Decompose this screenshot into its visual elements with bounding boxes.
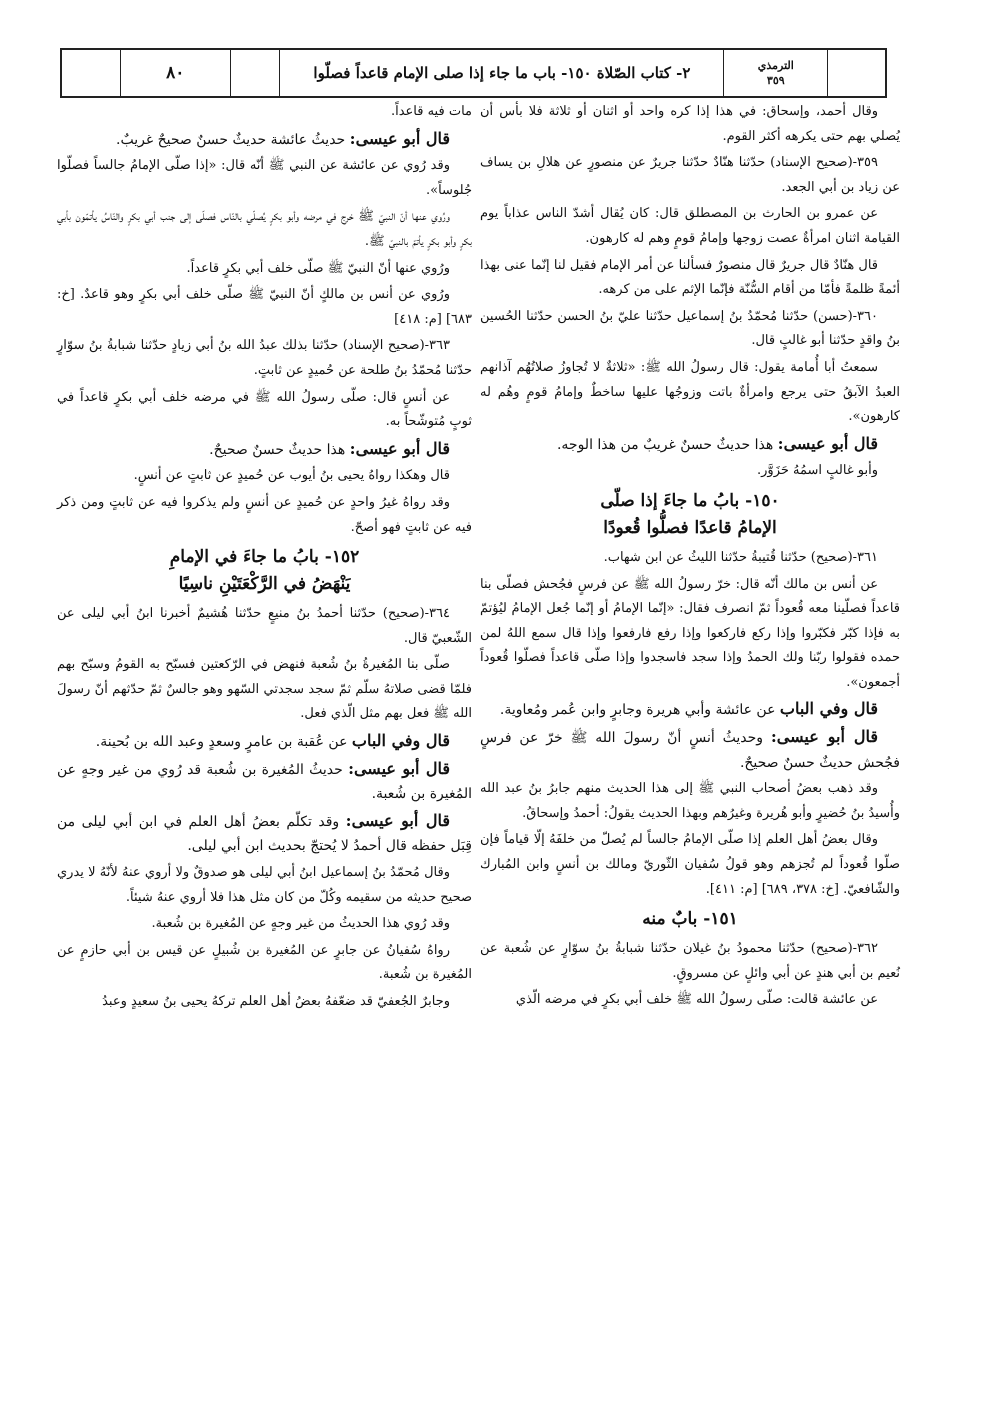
commentary-lead: قال أبو عيسى: (348, 758, 450, 778)
commentary-lead: قال وفي الباب (351, 731, 450, 751)
text-paragraph: سمعتُ أبا أُمامة يقول: قال رسولُ الله ﷺ: «ثلاثةٌ لا تُجاوزُ صلاتُهُم آذانهم العبدُ الآبقُ حتى يرجع وامرأةٌ باتت وزوجُها عليها ساخطٌ وإمامُ قومٍ وهُم له كارهون». (480, 359, 900, 425)
commentary-text: وحديثُ أنسٍ أنّ رسولَ الله ﷺ خرّ عن فرسٍ فجُحش حديثٌ حسنٌ صحيحٌ. (480, 730, 900, 771)
chapter-heading-line: يَنْهَضُ في الرَّكْعَتَيْنِ ناسِيًا (178, 574, 351, 595)
commentary-text: عن عُقبة بن عامرٍ وسعدٍ وعبد الله بن بُحينة. (95, 734, 352, 751)
chapter-heading-line: الإمامُ قاعدًا فصلُّوا قُعودًا (603, 517, 777, 538)
header-book-reference (723, 50, 827, 96)
text-paragraph: عن أنس بن مالك أنّه قال: خرّ رسولُ الله ﷺ عن فرسٍ فجُحش فصلّى بنا قاعداً فصلّينا معه قُعوداً ثمّ انصرف فقال: «إنّما الإمامُ أو إنّما جُعل الإمامُ ليُؤتمّ به فإذا كبّر فكبّروا وإذا ركع فاركعوا وإذا رفع فارفعوا وإذا قال سمع اللهُ لمن حمده فقولوا ربّنا ولك الحمدُ وإذا سجد فاسجدوا وإذا صلّى قاعداً فصلّوا قُعوداً أجمعون». (480, 576, 900, 690)
commentary-paragraph (57, 437, 472, 463)
text-paragraph: ٣٦١-(صحيح) حدّثنا قُتيبةُ حدّثنا الليثُ عن ابن شهاب. (603, 549, 878, 565)
commentary-text: حديثُ المُغيرة بن شُعبة قد رُوي من غير وجهٍ عن المُغيرة بن شُعبة. (57, 761, 472, 803)
commentary-text: هذا حديثٌ حسنٌ غريبٌ من هذا الوجه. (556, 436, 778, 453)
left-column (57, 100, 472, 1375)
commentary-paragraph (57, 729, 472, 755)
text-paragraph: عن أنسٍ قال: صلّى رسولُ الله ﷺ في مرضه خلف أبي بكرٍ قاعداً في ثوبٍ مُتوشّحاً به. (57, 389, 472, 430)
commentary-lead: قال أبو عيسى: (770, 727, 879, 747)
commentary-lead: قال أبو عيسى: (777, 433, 878, 453)
text-paragraph: وقال بعضُ أهل العلم إذا صلّى الإمامُ جالساً لم يُصلّ من خلفَهُ إلّا قياماً فإن صلّوا قُعوداً لم تُجزهم وهو قولُ سُفيان الثّوريّ ومالك بن أنسٍ وابن المُبارك والشّافعيّ. [خ: ٣٧٨، ٦٨٩] [م: ٤١١]. (480, 832, 900, 897)
text-paragraph: وجابرٌ الجُعفيّ قد ضعّفهُ بعضُ أهل العلم تركهُ يحيى بنُ سعيدٍ وعبدُ (102, 994, 450, 1009)
text-paragraph: ٣٦٤-(صحيح) حدّثنا أحمدُ بنُ منيعٍ حدّثنا هُشيمٌ أخبرنا ابنُ أبي ليلى عن الشّعبيّ قال. (57, 606, 472, 646)
book-ref-label: الترمذي (757, 59, 794, 72)
text-paragraph: وقال مُحمّدُ بنُ إسماعيل ابنُ أبي ليلى هو صدوقٌ ولا أروي عنهُ لأنّهُ لا يدري صحيح حديثه من سقيمه وكُلّ من كان مثل هذا فلا أروي عنهُ شيئاً. (57, 865, 472, 905)
commentary-paragraph (57, 757, 472, 807)
text-paragraph: ٣٥٩-(صحيح الإسناد) حدّثنا هنّادٌ حدّثنا جريرٌ عن منصورٍ عن هلالِ بن يساف عن زياد بن أبي الجعد. (480, 155, 900, 195)
commentary-paragraph (57, 809, 472, 859)
text-paragraph: ورُوي عنها أنّ النبيّ ﷺ صلّى خلف أبي بكرٍ قاعداً. (186, 260, 450, 276)
commentary-text: وقد تكلّم بعضُ أهل العلم في ابن أبي ليلى من قِبَل حفظه قال أحمدُ لا يُحتجّ بحديث ابن أبي ليلى. (57, 813, 472, 855)
text-paragraph: ورُوي عن أنس بن مالكٍ أنّ النبيّ ﷺ صلّى خلف أبي بكرٍ وهو قاعدٌ. [خ: ٦٨٣] [م: ٤١٨] (57, 287, 472, 327)
commentary-text: عن عائشة وأبي هريرة وجابرٍ وابن عُمر ومُعاوية. (499, 702, 780, 719)
commentary-lead: قال أبو عيسى: (345, 810, 451, 830)
text-paragraph: عن عمرو بن الحارث بن المصطلق قال: كان يُقال أشدّ الناس عذاباً يوم القيامة اثنان امرأةٌ عصت زوجها وإمامُ قومٍ وهم له كارهون. (480, 206, 900, 246)
commentary-lead: قال وفي الباب (779, 699, 878, 719)
text-paragraph: وقد رُوي عن عائشة عن النبي ﷺ أنّه قال: «إذا صلّى الإمامُ جالساً فصلّوا جُلوساً». (57, 158, 472, 198)
text-paragraph: عن عائشة قالت: صلّى رسولُ الله ﷺ خلف أبي بكرٍ في مرضه الّذي (515, 992, 878, 1008)
text-paragraph: قال وهكذا رواهُ يحيى بنُ أيوب عن حُميدٍ عن ثابتٍ عن أنسٍ. (133, 468, 450, 484)
header-corner-left (62, 50, 120, 96)
text-paragraph: صلّى بنا المُغيرةُ بنُ شُعبة فنهض في الرّكعتين فسبّح به القومُ وسبّح بهم فلمّا قضى صلاتهُ سلّم ثمّ سجد سجدتي السّهو وهو جالسٌ ثمّ حدّثهم أنّ رسولَ الله ﷺ فعل بهم مثل الّذي فعل. (57, 657, 472, 722)
right-column (480, 100, 900, 1375)
page-number: ٨٠ (120, 50, 230, 96)
commentary-lead: قال أبو عيسى: (349, 128, 450, 148)
header-blank-cell (230, 50, 280, 96)
text-paragraph: وقال أحمد، وإسحاق: في هذا إذا كره واحد أو اثنان أو ثلاثة فلا بأس أن يُصلي بهم حتى يكرهه أكثر القوم. (480, 104, 900, 144)
text-paragraph: وقد ذهب بعضُ أصحاب النبي ﷺ إلى هذا الحديث منهم جابرُ بنُ عبد الله وأُسيدُ بنُ حُضيرٍ وأبو هُريرة وغيرُهم وبهذا الحديث يقولُ: أحمدُ وإسحاقُ. (480, 781, 900, 821)
header-title: ٢- كتاب الصّلاة ١٥٠- باب ما جاء إذا صلى الإمام قاعداً فصلّوا (279, 50, 723, 96)
page-header (60, 48, 887, 98)
header-corner-right (827, 50, 885, 96)
commentary-lead: قال أبو عيسى: (349, 438, 450, 458)
text-paragraph: مات فيه قاعداً. (390, 104, 472, 119)
commentary-paragraph (480, 432, 900, 458)
chapter-heading-line: ١٥١- بابٌ منه (642, 909, 738, 930)
chapter-heading-line: ١٥٢- بابُ ما جاءَ في الإمامِ (169, 547, 360, 568)
commentary-paragraph (480, 725, 900, 775)
text-paragraph: ٣٦٣-(صحيح الإسناد) حدّثنا بذلك عبدُ الله بنُ أبي زيادٍ حدّثنا شبابةُ بنُ سوّارٍ حدّثنا مُحمّدُ بنُ طلحة عن حُميدٍ عن ثابتٍ. (57, 338, 472, 378)
book-ref-number: ٣٥٩ (766, 74, 785, 87)
commentary-paragraph (480, 697, 900, 723)
text-paragraph: ٣٦٢-(صحيح) حدّثنا محمودُ بنُ غيلان حدّثنا شبابةُ بنُ سوّارٍ عن شُعبة عن نُعيم بن أبي هندٍ عن أبي وائلٍ عن مسروقٍ. (480, 941, 900, 981)
chapter-heading (480, 906, 900, 933)
chapter-heading (480, 488, 900, 542)
text-paragraph: وقد رُوي هذا الحديثُ من غير وجهٍ عن المُغيرة بن شُعبة. (151, 916, 450, 932)
chapter-heading-line: ١٥٠- بابُ ما جاءَ إذا صلّى (600, 490, 780, 511)
commentary-paragraph (57, 127, 472, 153)
text-paragraph: وأبو غالبٍ اسمُهُ حَزَوَّر. (757, 463, 878, 479)
text-paragraph: قال هنّادٌ قال جريرٌ قال منصورٌ فسألنا عن أمر الإمام فقيل لنا إنّما عنى بهذا أئمةً ظلمةً فأمّا من أقام السُّنّة فإنّما الإثم على من كرهه. (480, 257, 900, 298)
text-paragraph: ورُوي عنها أنّ النبيّ ﷺ خرج في مرضه وأبو بكرٍ يُصلّي بالنّاس فصلّى إلى جنب أبي بكرٍ والنّاسُ يأتمّون بأبي بكرٍ وأبو بكرٍ يأتمّ بالنبيّ ﷺ. (57, 209, 472, 249)
text-paragraph: وقد رواهُ غيرُ واحدٍ عن حُميدٍ عن أنسٍ ولم يذكروا فيه عن ثابتٍ ومن ذكر فيه عن ثابتٍ فهو أصحّ. (57, 494, 472, 535)
text-paragraph: رواهُ سُفيانُ عن جابرٍ عن المُغيرة بن شُبيلٍ عن قيس بن أبي حازمٍ عن المُغيرة بن شُعبة. (57, 942, 472, 983)
chapter-heading (57, 544, 472, 598)
commentary-text: حديثُ عائشة حديثٌ حسنٌ صحيحٌ غريبٌ. (116, 131, 350, 148)
commentary-text: هذا حديثٌ حسنٌ صحيحٌ. (209, 441, 350, 458)
text-paragraph: ٣٦٠-(حسن) حدّثنا مُحمّدُ بنُ إسماعيل حدّثنا عليّ بنُ الحسن حدّثنا الحُسين بنُ واقدٍ حدّثنا أبو غالبٍ قال. (480, 308, 900, 349)
